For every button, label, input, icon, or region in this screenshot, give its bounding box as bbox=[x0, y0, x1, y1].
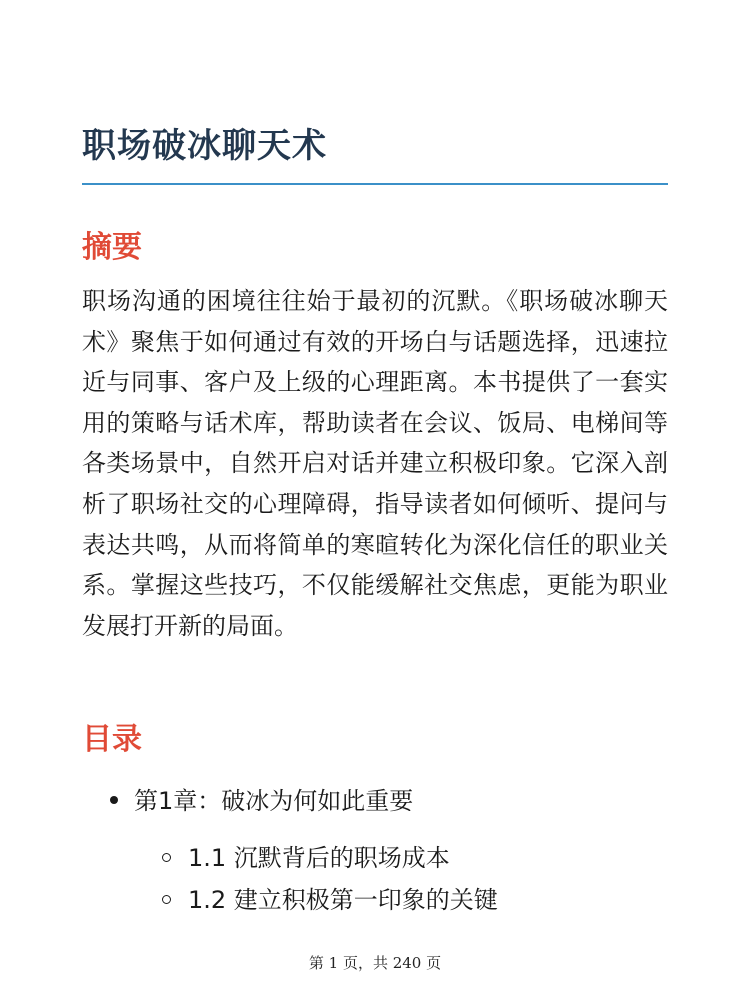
document-title: 职场破冰聊天术 bbox=[82, 126, 327, 166]
toc-section-1-1-label: 1.1 沉默背后的职场成本 bbox=[188, 844, 450, 872]
abstract-paragraph: 职场沟通的困境往往始于最初的沉默。《职场破冰聊天术》聚焦于如何通过有效的开场白与话题选择，迅速拉近与同事、客户及上级的心理距离。本书提供了一套实用的策略与话术库，帮助读者在会议、饭局、电梯间等各类场景中，自然开启对话并建立积极印象。它深入剖析了职场社交的心理障碍，指导读者如何倾听、提问与表达共鸣，从而将简单的寒暄转化为深化信任的职业关系。掌握这些技巧，不仅能缓解社交焦虑，更能为职业发展打开新的局面。 bbox=[82, 287, 668, 640]
document-page bbox=[82, 0, 668, 1000]
toc-section-1-1[interactable] bbox=[162, 838, 450, 873]
toc-heading: 目录 bbox=[82, 722, 142, 757]
toc-section-1-2[interactable] bbox=[162, 880, 498, 915]
toc-chapter-1-label: 第1章：破冰为何如此重要 bbox=[134, 787, 414, 815]
page-footer: 第 1 页，共 240 页 bbox=[308, 954, 442, 972]
bullet-circle-icon bbox=[162, 853, 171, 862]
toc-section-1-2-label: 1.2 建立积极第一印象的关键 bbox=[188, 886, 498, 914]
toc-chapter-1[interactable] bbox=[110, 781, 413, 816]
bullet-circle-icon bbox=[162, 895, 171, 904]
bullet-disc-icon bbox=[110, 796, 118, 804]
abstract-heading: 摘要 bbox=[82, 230, 142, 265]
title-divider bbox=[82, 183, 668, 185]
